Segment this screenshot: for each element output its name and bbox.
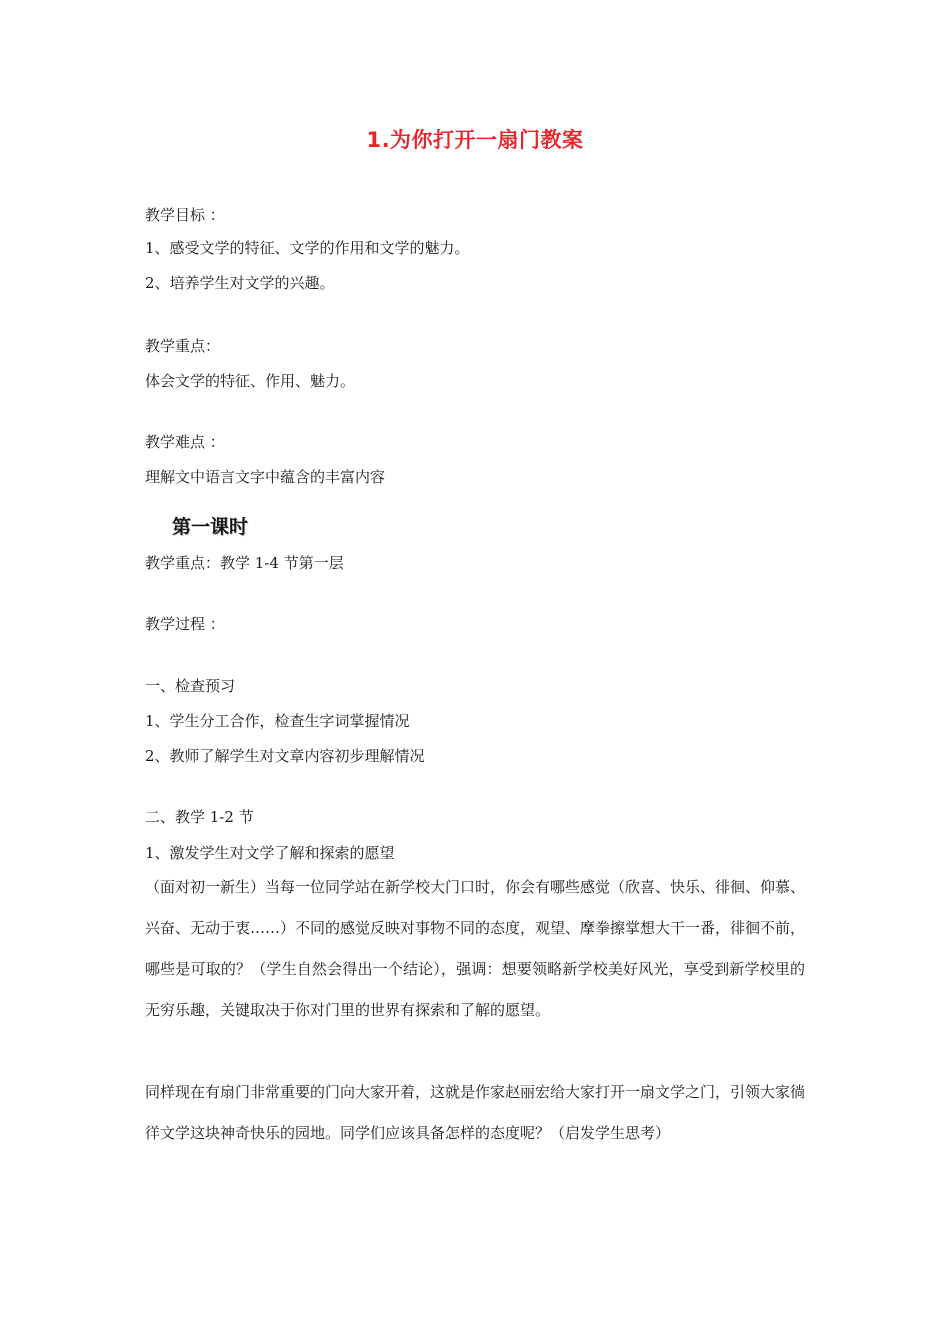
section1-item-1: 1、学生分工合作，检查生字词掌握情况: [145, 712, 410, 730]
section2-item-1: 1、激发学生对文学了解和探索的愿望: [145, 844, 395, 862]
section2-heading: 二、教学 1-2 节: [145, 808, 254, 826]
key-points-text: 体会文学的特征、作用、魅力。: [145, 372, 356, 390]
difficulties-text: 理解文中语言文字中蕴含的丰富内容: [145, 468, 386, 486]
key-points-heading: 教学重点：: [145, 337, 221, 355]
lesson-heading: 第一课时: [172, 516, 249, 538]
goal-item-2: 2、培养学生对文学的兴趣。: [145, 274, 335, 292]
goal-item-1: 1、感受文学的特征、文学的作用和文学的魅力。: [145, 239, 470, 257]
goals-heading: 教学目标 ：: [145, 206, 225, 224]
lesson-focus: 教学重点：教学 1-4 节第一层: [145, 554, 344, 572]
section1-heading: 一、检查预习: [145, 677, 236, 695]
section2-paragraph-1: （面对初一新生）当每一位同学站在新学校大门口时，你会有哪些感觉（欣喜、快乐、徘徊、仰慕、兴奋、无动于衷……）不同的感觉反映对事物不同的态度，观望、摩拳擦掌想大干一番，徘徊不前，哪些是可取的？（学生自然会得出一个结论），强调：想要领略新学校美好风光，享受到新学校里的无穷乐趣，关键取决于你对门里的世界有探索和了解的愿望。: [145, 878, 806, 1019]
process-heading: 教学过程 ：: [145, 615, 225, 633]
difficulties-heading: 教学难点 ：: [145, 433, 225, 451]
section2-paragraph-2: 同样现在有扇门非常重要的门向大家开着，这就是作家赵丽宏给大家打开一扇文学之门，引领大家徜徉文学这块神奇快乐的园地。同学们应该具备怎样的态度呢？（启发学生思考）: [145, 1083, 806, 1142]
document-title: 1.为你打开一扇门教案: [366, 128, 584, 152]
section1-item-2: 2、教师了解学生对文章内容初步理解情况: [145, 747, 425, 765]
